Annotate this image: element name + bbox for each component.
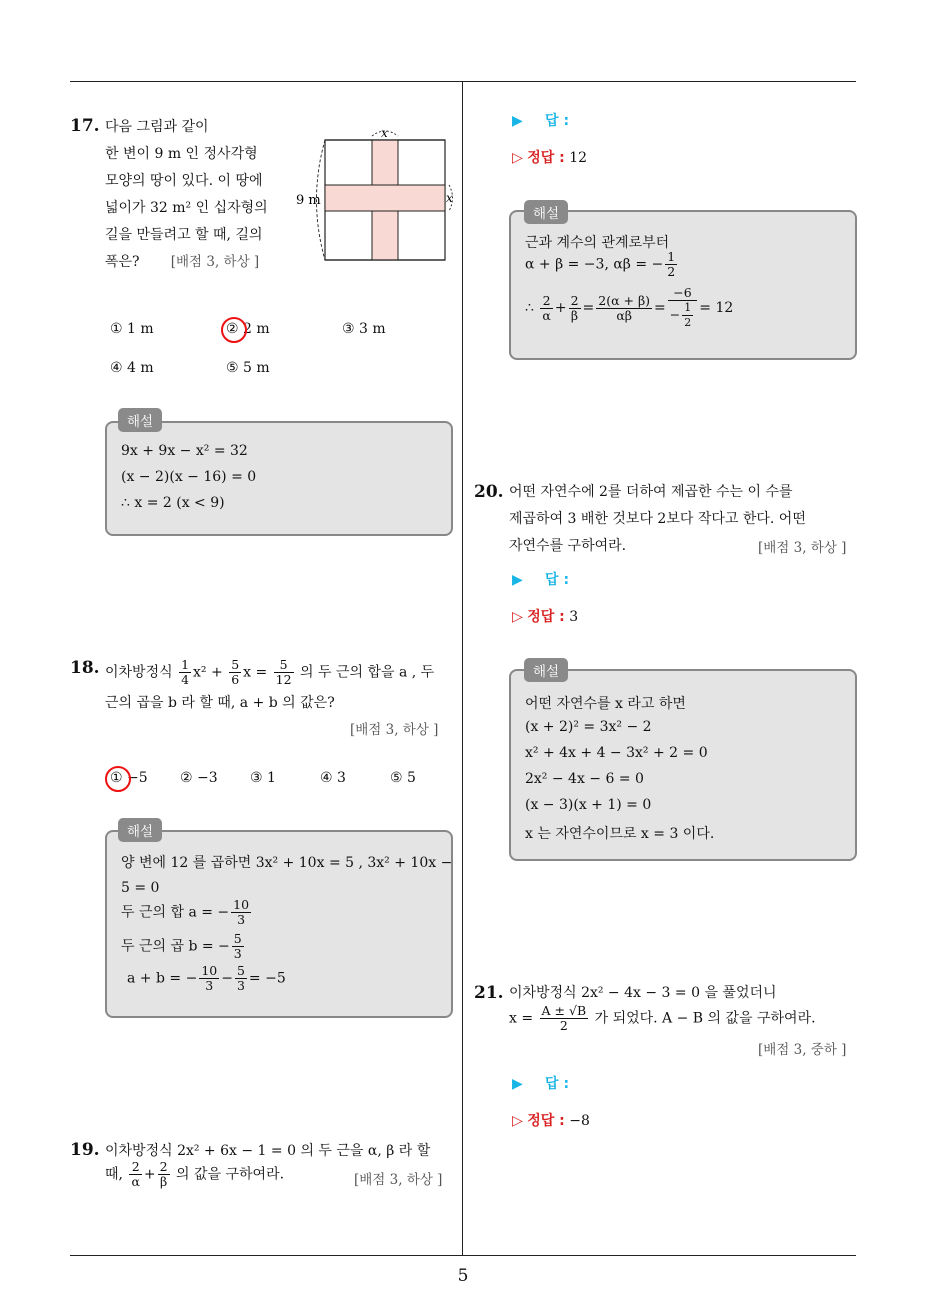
q18-text: x² + [193,664,223,681]
denominator [668,301,697,330]
denominator: 2 [684,316,692,329]
q17-last-line: 폭은? [105,254,140,270]
answer-label: 답 : [545,572,570,588]
q20-number: 20. [474,482,504,502]
right-label: x [446,191,453,205]
q21-line2 [509,1004,816,1033]
q18-choice-1[interactable]: ① −5 [110,770,148,786]
numerator: 10 [233,897,250,912]
solution-text: ∴ [525,300,534,316]
q18-choice-5[interactable]: ⑤ 5 [390,770,416,786]
denominator: 4 [181,672,190,687]
fraction [235,964,247,993]
q20-tag: [배점 3, 하상 ] [758,540,847,556]
play-triangle-outline-icon: ▷ [512,609,523,625]
q20-line: 자연수를 구하여라. [509,538,627,554]
denominator: 2 [559,1018,568,1033]
q18-tag: [배점 3, 하상 ] [350,722,439,738]
correct-value: 12 [569,150,588,166]
q18-solution-label: 해설 [118,818,162,842]
solution-text: α + β = −3, αβ = − [525,256,664,273]
fraction [540,1004,589,1033]
denominator: 3 [236,978,245,993]
numerator: 2(α + β) [598,292,651,308]
numerator: 5 [231,657,240,672]
answer-label: 답 : [545,113,570,129]
q17-choice-3[interactable]: ③ 3 m [342,321,386,337]
fraction [199,964,219,993]
q17-line: 한 변이 9 m 인 정사각형 [105,146,258,162]
q18-text: 의 두 근의 합을 a , 두 [300,664,435,681]
fraction [682,301,693,330]
play-triangle-outline-icon: ▷ [512,1113,523,1129]
q20-line: 어떤 자연수에 2를 더하여 제곱한 수는 이 수를 [509,484,793,500]
numerator: −6 [668,286,697,301]
correct-value: 3 [569,609,579,625]
q21-text: x = [509,1010,534,1027]
solution-line [121,898,253,927]
denominator: α [542,307,551,323]
solution-line: 2x² − 4x − 6 = 0 [525,771,644,787]
fraction [665,250,677,279]
numerator: 1 [181,657,190,672]
play-triangle-outline-icon: ▷ [512,150,523,166]
solution-line: 양 변에 12 를 곱하면 3x² + 10x = 5 , 3x² + 10x − [121,855,453,871]
q20-solution-box [509,669,857,861]
q19-text: + [143,1166,156,1183]
answer-label: 답 : [545,1076,570,1092]
q19-line1: 이차방정식 2x² + 6x − 1 = 0 의 두 근을 α, β 라 할 [105,1143,431,1159]
solution-text: = 12 [699,300,734,316]
fraction [232,932,244,961]
cross-center [373,186,398,211]
q17-tag: [배점 3, 하상 ] [170,254,260,270]
numerator: 5 [236,963,245,978]
fraction [179,658,191,687]
q17-cross-figure [294,126,460,262]
q18-number: 18. [70,658,100,678]
q19-solution-label: 해설 [524,200,568,224]
fraction [274,658,294,687]
solution-line [127,964,286,993]
fraction [596,294,652,323]
q19-tag: [배점 3, 하상 ] [354,1172,443,1188]
solution-text: = [582,300,595,316]
top-label: x [381,126,388,140]
q17-line [105,249,268,276]
numerator: A ± √B [541,1003,587,1018]
q19-answer-row [512,110,569,130]
fraction [540,294,552,323]
solution-text: − [221,970,233,987]
numerator: 2 [540,294,552,309]
q18-choice-3[interactable]: ③ 1 [250,770,276,786]
q19-correct-row [512,147,587,167]
play-triangle-filled-icon: ▶ [512,113,523,129]
q17-solution-label: 해설 [118,408,162,432]
solution-line [525,250,679,279]
bottom-rule [70,1255,856,1256]
correct-label: 정답 : [527,1113,565,1129]
numerator: 1 [667,249,676,264]
q19-text: 의 값을 구하여라. [176,1166,285,1183]
q18-line2: 근의 곱을 b 라 할 때, a + b 의 값은? [105,695,335,711]
fraction [231,898,251,927]
q20-line: 제곱하여 3 배한 것보다 2보다 작다고 한다. 어떤 [509,511,806,527]
column-divider [462,82,463,1256]
q19-text: 때, [105,1166,123,1183]
solution-line: 5 = 0 [121,880,160,896]
denominator: 3 [233,946,242,961]
solution-line: (x + 2)² = 3x² − 2 [525,719,652,735]
fraction [569,294,581,323]
denominator: 6 [231,672,240,687]
q21-number: 21. [474,983,504,1003]
q17-line: 넓이가 32 m² 인 십자형의 [105,200,268,216]
q20-solution-label: 해설 [524,658,568,682]
solution-text: 두 근의 곱 b = − [121,938,230,955]
q17-line: 길을 만들려고 할 때, 길의 [105,227,263,243]
play-triangle-filled-icon: ▶ [512,572,523,588]
numerator: 2 [129,1160,141,1175]
q20-correct-row [512,606,578,626]
solution-text: a + b = − [127,970,198,987]
q17-choice-2[interactable]: ② 2 m [226,321,270,337]
solution-line: 어떤 자연수를 x 라고 하면 [525,696,686,712]
page-number: 5 [457,1266,469,1286]
numerator: 5 [274,658,294,673]
numerator: 10 [201,963,218,978]
correct-value: −8 [569,1113,590,1129]
fraction [129,1160,141,1189]
fraction [158,1160,170,1189]
denominator: 3 [237,912,246,927]
fraction [229,658,241,687]
numerator: 1 [684,301,692,314]
q18-choice-4[interactable]: ④ 3 [320,770,346,786]
solution-line [121,932,246,961]
solution-text: + [554,300,567,316]
q21-answer-row [512,1073,569,1093]
q17-number: 17. [70,116,100,136]
q18-line1 [105,658,434,687]
denominator: 3 [205,978,214,993]
denominator: α [131,1174,140,1189]
solution-line: ∴ x = 2 (x < 9) [121,495,225,511]
numerator: 2 [159,1159,168,1174]
q17-text [105,114,268,276]
q17-choice-5[interactable]: ⑤ 5 m [226,360,270,376]
solution-line [525,286,733,330]
denominator: β [159,1174,168,1189]
q21-tag: [배점 3, 중하 ] [758,1042,847,1058]
q19-line2 [105,1160,284,1189]
q17-solution-box [105,421,453,536]
q19-solution-box [509,210,857,360]
solution-line: (x − 3)(x + 1) = 0 [525,797,652,813]
q17-line: 다음 그림과 같이 [105,119,209,135]
q21-text: 가 되었다. A − B 의 값을 구하여라. [594,1010,816,1027]
compound-fraction [668,286,697,330]
solution-text: = [654,300,666,316]
numerator: 2 [570,292,579,308]
denominator: 2 [667,264,676,279]
q18-solution-box [105,830,453,1018]
q18-choice-2[interactable]: ② −3 [180,770,218,786]
solution-text: − [669,307,681,322]
q18-selected-mark [105,766,131,792]
q19-number: 19. [70,1140,100,1160]
top-rule [70,81,856,82]
q17-line: 모양의 땅이 있다. 이 땅에 [105,173,263,189]
q20-answer-row [512,569,569,589]
solution-line: 근과 계수의 관계로부터 [525,235,670,251]
correct-label: 정답 : [527,150,565,166]
denominator: β [570,307,579,323]
denominator: αβ [616,307,632,323]
q18-text: x = [243,664,268,681]
solution-line: 9x + 9x − x² = 32 [121,443,248,459]
denominator: 12 [275,672,292,687]
q21-correct-row [512,1110,590,1130]
q21-line1: 이차방정식 2x² − 4x − 3 = 0 을 풀었더니 [509,985,777,1001]
solution-text: = −5 [248,970,286,987]
left-label: 9 m [296,193,321,208]
solution-line: (x − 2)(x − 16) = 0 [121,469,257,485]
q18-text: 이차방정식 [105,664,173,681]
solution-line: x 는 자연수이므로 x = 3 이다. [525,826,715,842]
q17-selected-mark [221,317,247,343]
q17-choice-4[interactable]: ④ 4 m [110,360,154,376]
q17-choice-1[interactable]: ① 1 m [110,321,154,337]
solution-line: x² + 4x + 4 − 3x² + 2 = 0 [525,745,708,761]
play-triangle-filled-icon: ▶ [512,1076,523,1092]
correct-label: 정답 : [527,609,565,625]
numerator: 5 [233,931,242,946]
solution-text: 두 근의 합 a = − [121,904,230,921]
